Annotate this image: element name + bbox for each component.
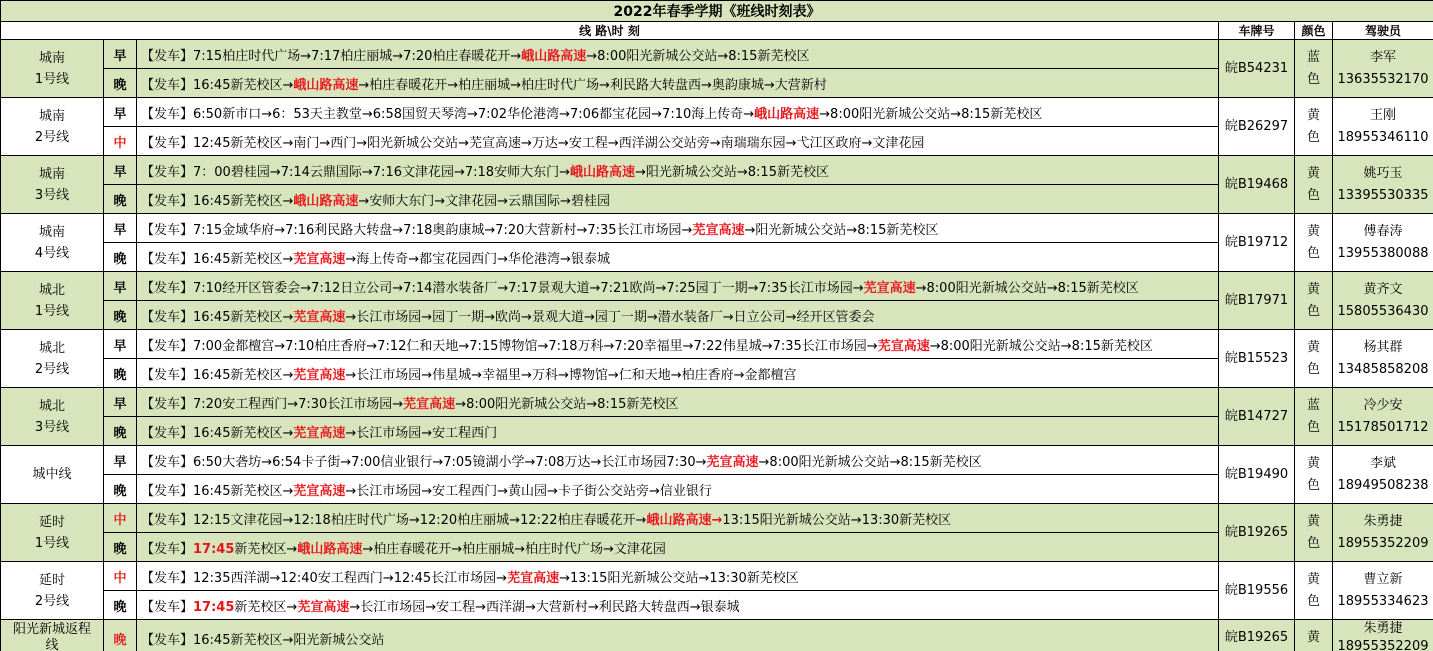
bus-color bbox=[1295, 214, 1333, 272]
route-text bbox=[137, 475, 1219, 504]
line-name bbox=[1, 40, 104, 98]
bus-color bbox=[1295, 98, 1333, 156]
route-segment: 【发车】7：00碧桂园→7:14云鼎国际→7:16文津花园→7:18安师大东门→ bbox=[141, 164, 570, 180]
route-text bbox=[137, 40, 1219, 69]
route-highlight: 芜宣高速 bbox=[293, 251, 346, 267]
bus-color-line2: 色 bbox=[1306, 419, 1320, 435]
route-segment: →8:00阳光新城公交站→8:15新芜校区 bbox=[455, 396, 679, 412]
shift-time: 中 bbox=[104, 127, 137, 156]
line-name bbox=[1, 272, 104, 330]
shift-time: 早 bbox=[104, 214, 137, 243]
driver-name: 朱勇捷 bbox=[1363, 513, 1403, 529]
driver-phone: 13395530335 bbox=[1337, 187, 1429, 203]
bus-color-line1: 黄 bbox=[1306, 339, 1320, 355]
table-row bbox=[1, 330, 1433, 359]
driver-name: 杨其群 bbox=[1363, 339, 1403, 355]
table-row bbox=[1, 301, 1433, 330]
route-segment: 【发车】12:15文津花园→12:18柏庄时代广场→12:20柏庄丽城→12:22柏庄春暖花开→ bbox=[141, 512, 647, 528]
line-name-main: 城南 bbox=[38, 166, 65, 182]
driver bbox=[1333, 40, 1433, 98]
line-name-main: 延时 bbox=[38, 572, 65, 588]
route-segment: →安师大东门→文津花园→云鼎国际→碧桂园 bbox=[358, 193, 610, 209]
route-highlight: 芜宣高速 bbox=[293, 309, 346, 325]
plate-number: 皖B19265 bbox=[1219, 504, 1295, 562]
line-name-main: 城北 bbox=[38, 340, 65, 356]
shift-time: 晚 bbox=[104, 185, 137, 214]
line-name-number: 1号线 bbox=[34, 535, 70, 551]
line-name bbox=[1, 330, 104, 388]
table-row bbox=[1, 417, 1433, 446]
driver bbox=[1333, 214, 1433, 272]
route-segment: →长江市场园→安工程西门 bbox=[345, 425, 498, 441]
line-name bbox=[1, 504, 104, 562]
line-name-number: 2号线 bbox=[34, 129, 70, 145]
driver bbox=[1333, 620, 1433, 651]
line-name-main: 城南 bbox=[38, 224, 65, 240]
bus-color-line1: 蓝 bbox=[1306, 49, 1320, 65]
route-highlight: 峨山路高速 bbox=[297, 541, 363, 557]
route-text bbox=[137, 417, 1219, 446]
route-highlight: 芜宣高速 bbox=[293, 367, 346, 383]
driver bbox=[1333, 388, 1433, 446]
route-segment: 【发车】6:50新市口→6：53天主教堂→6:58国贸天琴湾→7:02华伦港湾→7:06都宝花园→7:10海上传奇→ bbox=[141, 106, 755, 122]
shift-time: 晚 bbox=[104, 359, 137, 388]
header-color: 颜色 bbox=[1295, 22, 1333, 40]
title-row bbox=[1, 1, 1433, 22]
route-segment: →8:00阳光新城公交站→8:15新芜校区 bbox=[586, 48, 810, 64]
bus-color-line2: 色 bbox=[1306, 303, 1320, 319]
route-text bbox=[137, 620, 1219, 651]
route-segment: →阳光新城公交站→8:15新芜校区 bbox=[744, 222, 939, 238]
driver-phone: 18955352209 bbox=[1337, 639, 1429, 651]
driver-phone: 18955352209 bbox=[1337, 535, 1429, 551]
route-segment: 【发车】 bbox=[141, 541, 194, 557]
route-segment: 【发车】 bbox=[141, 599, 194, 615]
bus-color-line2: 色 bbox=[1306, 245, 1320, 261]
driver bbox=[1333, 446, 1433, 504]
line-name bbox=[1, 620, 104, 651]
line-name bbox=[1, 388, 104, 446]
route-text bbox=[137, 214, 1219, 243]
driver-phone: 13955380088 bbox=[1337, 245, 1429, 261]
line-name-number: 2号线 bbox=[34, 361, 70, 377]
route-segment: 【发车】16:45新芜校区→ bbox=[141, 193, 294, 209]
route-segment: 【发车】7:10经开区管委会→7:12日立公司→7:14潜水装备厂→7:17景观大道→7:21欧尚→7:25园丁一期→7:35长江市场园→ bbox=[141, 280, 864, 296]
driver-name: 李斌 bbox=[1370, 455, 1397, 471]
line-name-main: 城北 bbox=[38, 398, 65, 414]
table-row bbox=[1, 591, 1433, 620]
plate-number: 皖B19468 bbox=[1219, 156, 1295, 214]
route-text bbox=[137, 330, 1219, 359]
plate-number: 皖B19490 bbox=[1219, 446, 1295, 504]
driver-phone: 13635532170 bbox=[1337, 71, 1429, 87]
driver-phone: 18955334623 bbox=[1337, 593, 1429, 609]
bus-color-line2: 色 bbox=[1306, 71, 1320, 87]
route-highlight: 峨山路高速 bbox=[293, 77, 359, 93]
shift-time: 早 bbox=[104, 40, 137, 69]
driver-name: 朱勇捷 bbox=[1363, 621, 1403, 636]
bus-color bbox=[1295, 388, 1333, 446]
table-row bbox=[1, 127, 1433, 156]
bus-color bbox=[1295, 620, 1333, 651]
table-row bbox=[1, 272, 1433, 301]
route-text bbox=[137, 591, 1219, 620]
table-row bbox=[1, 562, 1433, 591]
bus-color-line1: 黄 bbox=[1306, 107, 1320, 123]
driver-phone: 18949508238 bbox=[1337, 477, 1429, 493]
bus-color bbox=[1295, 562, 1333, 620]
driver bbox=[1333, 330, 1433, 388]
route-text bbox=[137, 533, 1219, 562]
plate-number: 皖B19556 bbox=[1219, 562, 1295, 620]
plate-number: 皖B54231 bbox=[1219, 40, 1295, 98]
shift-time: 晚 bbox=[104, 533, 137, 562]
route-highlight: 芜宣高速 bbox=[297, 599, 350, 615]
route-text bbox=[137, 69, 1219, 98]
route-segment: 【发车】6:50大砻坊→6:54卡子街→7:00信业银行→7:05镜湖小学→7:08万达→长江市场园7:30→ bbox=[141, 454, 707, 470]
route-segment: 【发车】16:45新芜校区→ bbox=[141, 483, 294, 499]
route-text bbox=[137, 359, 1219, 388]
route-highlight: 芜宣高速 bbox=[877, 338, 930, 354]
bus-color-line1: 黄 bbox=[1306, 223, 1320, 239]
line-name-main: 城北 bbox=[38, 282, 65, 298]
header-row bbox=[1, 22, 1433, 40]
bus-color bbox=[1295, 504, 1333, 562]
driver-name: 王刚 bbox=[1370, 107, 1397, 123]
route-text bbox=[137, 127, 1219, 156]
route-segment: →8:00阳光新城公交站→8:15新芜校区 bbox=[758, 454, 982, 470]
shift-time: 晚 bbox=[104, 243, 137, 272]
shift-time: 早 bbox=[104, 446, 137, 475]
line-name-number: 1号线 bbox=[34, 303, 70, 319]
line-name bbox=[1, 446, 104, 504]
route-highlight: 17:45 bbox=[193, 541, 235, 557]
bus-color-line2: 色 bbox=[1306, 535, 1320, 551]
line-name-number: 3号线 bbox=[34, 187, 70, 203]
driver-name: 黄齐文 bbox=[1363, 281, 1403, 297]
driver-name: 冷少安 bbox=[1363, 397, 1403, 413]
shift-time: 早 bbox=[104, 272, 137, 301]
route-segment: 【发车】7:15金域华府→7:16利民路大转盘→7:18奥韵康城→7:20大营新村→7:35长江市场园→ bbox=[141, 222, 693, 238]
shift-time: 早 bbox=[104, 330, 137, 359]
route-segment: →海上传奇→都宝花园西门→华伦港湾→银泰城 bbox=[345, 251, 610, 267]
route-segment: →长江市场园→园丁一期→欧尚→景观大道→园丁一期→潜水装备厂→日立公司→经开区管委会 bbox=[345, 309, 875, 325]
shift-time: 晚 bbox=[104, 620, 137, 651]
driver-phone: 15178501712 bbox=[1337, 419, 1429, 435]
bus-color bbox=[1295, 330, 1333, 388]
route-segment: →长江市场园→安工程西门→黄山园→卡子街公交站旁→信业银行 bbox=[345, 483, 712, 499]
driver bbox=[1333, 156, 1433, 214]
route-highlight: 17:45 bbox=[193, 599, 235, 615]
table-row bbox=[1, 156, 1433, 185]
bus-color-line2: 色 bbox=[1306, 187, 1320, 203]
route-text bbox=[137, 272, 1219, 301]
line-name bbox=[1, 214, 104, 272]
driver bbox=[1333, 562, 1433, 620]
route-segment: 【发车】12:45新芜校区→南门→西门→阳光新城公交站→芜宣高速→万达→安工程→西洋湖公交站旁→南瑞瑞东园→弋江区政府→文津花园 bbox=[141, 135, 925, 151]
bus-color-line2: 色 bbox=[1306, 129, 1320, 145]
route-highlight: 芜宣高速 bbox=[706, 454, 759, 470]
table-row bbox=[1, 185, 1433, 214]
route-text bbox=[137, 504, 1219, 533]
bus-color-line1: 黄 bbox=[1306, 165, 1320, 181]
route-text bbox=[137, 446, 1219, 475]
table-row bbox=[1, 243, 1433, 272]
table-row bbox=[1, 620, 1433, 651]
route-segment: 新芜校区→ bbox=[234, 541, 298, 557]
route-segment: →阳光新城公交站→8:15新芜校区 bbox=[634, 164, 829, 180]
route-segment: 【发车】16:45新芜校区→ bbox=[141, 425, 294, 441]
shift-time: 早 bbox=[104, 388, 137, 417]
table-row bbox=[1, 359, 1433, 388]
line-name bbox=[1, 562, 104, 620]
route-text bbox=[137, 388, 1219, 417]
route-highlight: 芜宣高速 bbox=[293, 425, 346, 441]
route-highlight: 峨山路高速 bbox=[754, 106, 820, 122]
route-segment: →8:00阳光新城公交站→8:15新芜校区 bbox=[819, 106, 1043, 122]
route-segment: →8:00阳光新城公交站→8:15新芜校区 bbox=[915, 280, 1139, 296]
shift-time: 晚 bbox=[104, 591, 137, 620]
table-row bbox=[1, 446, 1433, 475]
page-title: 2022年春季学期《班线时刻表》 bbox=[1, 1, 1433, 22]
bus-color-line2: 色 bbox=[1306, 477, 1320, 493]
route-segment: →柏庄春暖花开→柏庄丽城→柏庄时代广场→利民路大转盘西→奥韵康城→大营新村 bbox=[358, 77, 827, 93]
driver-phone: 18955346110 bbox=[1337, 129, 1429, 145]
line-name-main: 阳光新城返程 bbox=[12, 622, 91, 637]
route-segment: →8:00阳光新城公交站→8:15新芜校区 bbox=[929, 338, 1153, 354]
route-highlight: 芜宣高速 bbox=[692, 222, 745, 238]
shift-time: 晚 bbox=[104, 475, 137, 504]
bus-color bbox=[1295, 272, 1333, 330]
route-segment: 【发车】16:45新芜校区→ bbox=[141, 309, 294, 325]
plate-number: 皖B17971 bbox=[1219, 272, 1295, 330]
route-segment: →长江市场园→伟星城→幸福里→万科→博物馆→仁和天地→柏庄香府→金都檀宫 bbox=[345, 367, 797, 383]
plate-number: 皖B19712 bbox=[1219, 214, 1295, 272]
route-highlight: 芜宣高速 bbox=[863, 280, 916, 296]
route-text bbox=[137, 98, 1219, 127]
route-segment: 【发车】16:45新芜校区→阳光新城公交站 bbox=[141, 632, 385, 648]
driver-phone: 13485858208 bbox=[1337, 361, 1429, 377]
shift-time: 中 bbox=[104, 562, 137, 591]
driver-phone: 15805536430 bbox=[1337, 303, 1429, 319]
bus-color-line1: 黄 bbox=[1306, 571, 1320, 587]
table-row bbox=[1, 98, 1433, 127]
route-segment: →柏庄春暖花开→柏庄丽城→柏庄时代广场→文津花园 bbox=[362, 541, 666, 557]
shift-time: 中 bbox=[104, 504, 137, 533]
route-text bbox=[137, 185, 1219, 214]
bus-color-line1: 黄 bbox=[1306, 281, 1320, 297]
driver bbox=[1333, 98, 1433, 156]
plate-number: 皖B26297 bbox=[1219, 98, 1295, 156]
shift-time: 晚 bbox=[104, 301, 137, 330]
route-highlight: 峨山路高速→ bbox=[646, 512, 723, 528]
route-segment: 13:15阳光新城公交站→13:30新芜校区 bbox=[722, 512, 952, 528]
bus-color bbox=[1295, 156, 1333, 214]
driver-name: 姚巧玉 bbox=[1363, 165, 1403, 181]
table-row bbox=[1, 69, 1433, 98]
shift-time: 早 bbox=[104, 156, 137, 185]
route-text bbox=[137, 562, 1219, 591]
route-segment: →13:15阳光新城公交站→13:30新芜校区 bbox=[559, 570, 799, 586]
bus-color bbox=[1295, 446, 1333, 504]
bus-color-line1: 黄 bbox=[1306, 630, 1320, 645]
route-highlight: 峨山路高速 bbox=[293, 193, 359, 209]
route-text bbox=[137, 156, 1219, 185]
route-highlight: 芜宣高速 bbox=[403, 396, 456, 412]
route-highlight: 峨山路高速 bbox=[521, 48, 587, 64]
line-name-main: 城中线 bbox=[32, 467, 72, 482]
bus-color bbox=[1295, 40, 1333, 98]
route-text bbox=[137, 243, 1219, 272]
route-text bbox=[137, 301, 1219, 330]
driver-name: 李军 bbox=[1370, 49, 1397, 65]
driver bbox=[1333, 272, 1433, 330]
route-highlight: 峨山路高速 bbox=[569, 164, 635, 180]
plate-number: 皖B15523 bbox=[1219, 330, 1295, 388]
line-name-number: 1号线 bbox=[34, 71, 70, 87]
line-name-main: 延时 bbox=[38, 514, 65, 530]
driver-name: 傅春涛 bbox=[1363, 223, 1403, 239]
line-name-main: 城南 bbox=[38, 108, 65, 124]
route-segment: 【发车】16:45新芜校区→ bbox=[141, 251, 294, 267]
line-name-main: 城南 bbox=[38, 50, 65, 66]
bus-color-line2: 色 bbox=[1306, 361, 1320, 377]
route-segment: 【发车】12:35西洋湖→12:40安工程西门→12:45长江市场园→ bbox=[141, 570, 508, 586]
driver bbox=[1333, 504, 1433, 562]
route-highlight: 芜宣高速 bbox=[507, 570, 560, 586]
shift-time: 晚 bbox=[104, 69, 137, 98]
line-name bbox=[1, 156, 104, 214]
table-row bbox=[1, 533, 1433, 562]
shift-time: 晚 bbox=[104, 417, 137, 446]
bus-color-line1: 蓝 bbox=[1306, 397, 1320, 413]
plate-number: 皖B14727 bbox=[1219, 388, 1295, 446]
line-name-number: 3号线 bbox=[34, 419, 70, 435]
route-segment: 【发车】7:00金都檀宫→7:10柏庄香府→7:12仁和天地→7:15博物馆→7:18万科→7:20幸福里→7:22伟星城→7:35长江市场园→ bbox=[141, 338, 878, 354]
line-name bbox=[1, 98, 104, 156]
route-segment: 【发车】7:20安工程西门→7:30长江市场园→ bbox=[141, 396, 404, 412]
header-route: 线 路\时 刻 bbox=[1, 22, 1219, 40]
bus-color-line2: 色 bbox=[1306, 593, 1320, 609]
plate-number: 皖B19265 bbox=[1219, 620, 1295, 651]
table-row bbox=[1, 504, 1433, 533]
route-highlight: 芜宣高速 bbox=[293, 483, 346, 499]
table-row bbox=[1, 214, 1433, 243]
header-driver: 驾驶员 bbox=[1333, 22, 1433, 40]
route-segment: 新芜校区→ bbox=[234, 599, 298, 615]
driver-name: 曹立新 bbox=[1363, 571, 1403, 587]
line-name-number: 4号线 bbox=[34, 245, 70, 261]
bus-color-line1: 黄 bbox=[1306, 455, 1320, 471]
route-segment: 【发车】7:15柏庄时代广场→7:17柏庄丽城→7:20柏庄春暖花开→ bbox=[141, 48, 522, 64]
route-segment: 【发车】16:45新芜校区→ bbox=[141, 77, 294, 93]
table-row bbox=[1, 40, 1433, 69]
bus-color-line1: 黄 bbox=[1306, 513, 1320, 529]
route-segment: →长江市场园→安工程→西洋湖→大营新村→利民路大转盘西→银泰城 bbox=[349, 599, 740, 615]
line-name-number: 线 bbox=[45, 638, 59, 651]
header-plate: 车牌号 bbox=[1219, 22, 1295, 40]
route-segment: 【发车】16:45新芜校区→ bbox=[141, 367, 294, 383]
table-row bbox=[1, 475, 1433, 504]
shift-time: 早 bbox=[104, 98, 137, 127]
table-row bbox=[1, 388, 1433, 417]
line-name-number: 2号线 bbox=[34, 593, 70, 609]
